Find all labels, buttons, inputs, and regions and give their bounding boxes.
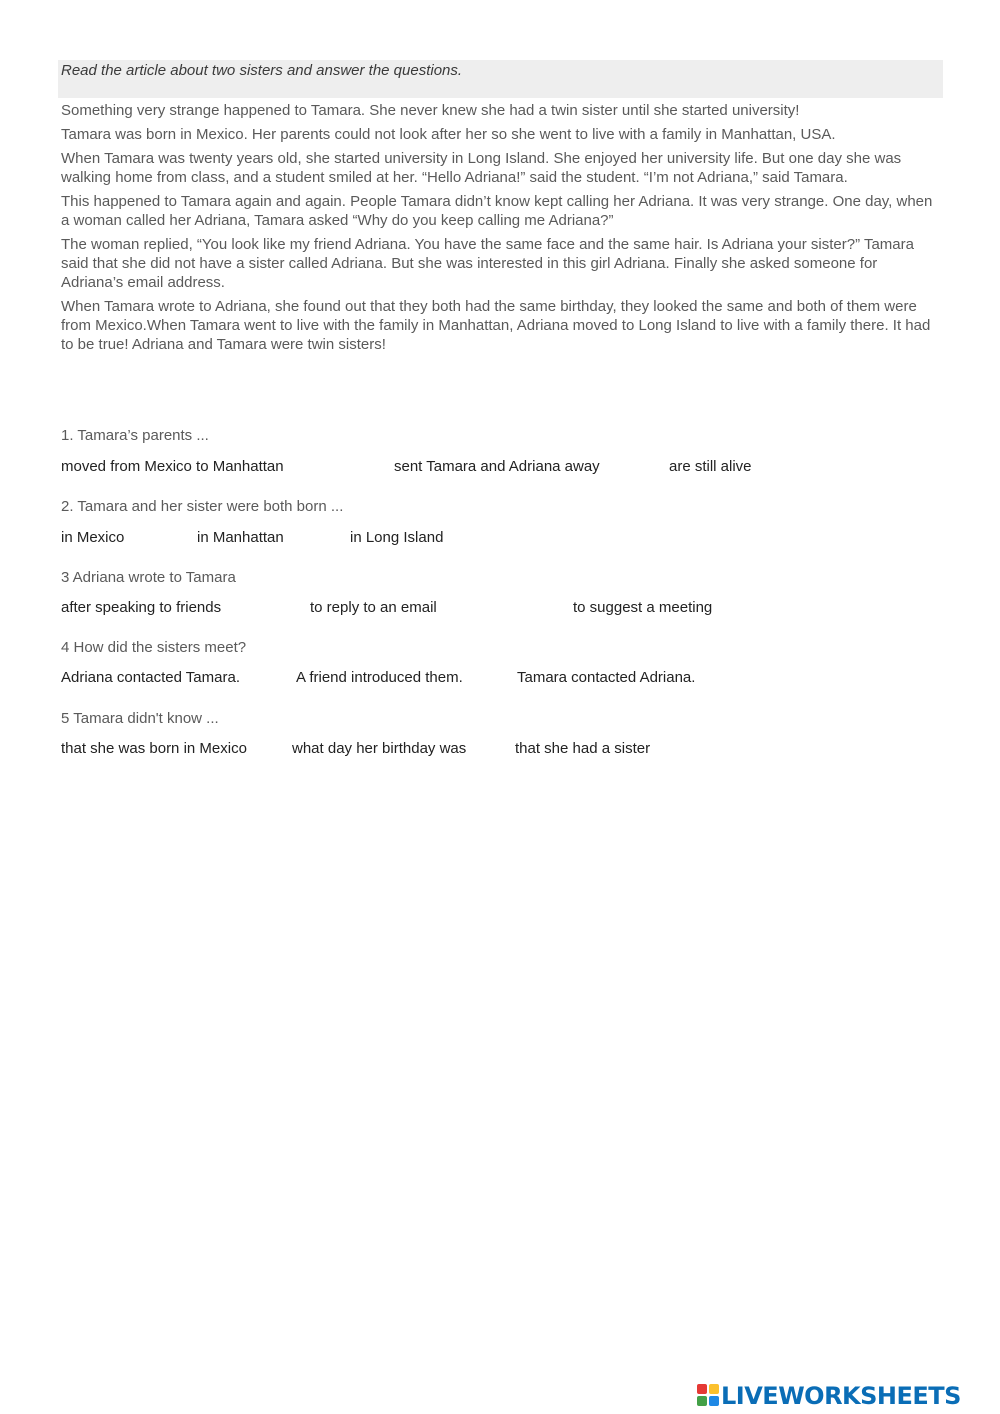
question-1-prompt: 1. Tamara’s parents ... [61,427,209,444]
question-4-option-1[interactable]: Adriana contacted Tamara. [61,669,240,686]
question-5-option-2[interactable]: what day her birthday was [292,740,467,757]
article-paragraph: When Tamara was twenty years old, she started university in Long Island. She enjoyed her university life. But one day she was walking home from class, and a student smiled at her. “Hello Adriana!” said the student. “I’m not Adriana,” said Tamara. [61,150,902,186]
question-3-prompt: 3 Adriana wrote to Tamara [61,569,236,586]
article-paragraph: The woman replied, “You look like my friend Adriana. You have the same face and the same hair. Is Adriana your sister?” Tamara said that she did not have a sister called Adriana. But she was interested in this girl Adriana. Finally she asked someone for Adriana’s email address. [61,236,914,291]
liveworksheets-logo-icon [697,1384,719,1408]
liveworksheets-logo[interactable] [697,1381,961,1411]
question-3-option-3[interactable]: to suggest a meeting [573,599,713,616]
logo-text: LIVEWORKSHEETS [721,1382,961,1410]
article-paragraph: When Tamara wrote to Adriana, she found out that they both had the same birthday, they looked the same and both of them were from Mexico.When Tamara went to live with the family in Manhattan, Adriana moved to Long Island to live with a family there. It had to be true! Adriana and Tamara were twin sisters! [61,298,931,353]
article-paragraph: Tamara was born in Mexico. Her parents could not look after her so she went to live with a family in Manhattan, USA. [61,126,836,143]
question-2-option-3[interactable]: in Long Island [350,529,444,546]
question-3-option-2[interactable]: to reply to an email [310,599,437,616]
question-1-option-1[interactable]: moved from Mexico to Manhattan [61,458,284,475]
instruction-text: Read the article about two sisters and answer the questions. [61,62,463,79]
question-2-option-1[interactable]: in Mexico [61,529,125,546]
question-3-option-1[interactable]: after speaking to friends [61,599,222,616]
instruction-bar [58,60,943,98]
question-4-option-2[interactable]: A friend introduced them. [296,669,463,686]
article [61,101,941,359]
question-4-prompt: 4 How did the sisters meet? [61,639,247,656]
question-1-option-2[interactable]: sent Tamara and Adriana away [394,458,600,475]
question-5-option-1[interactable]: that she was born in Mexico [61,740,247,757]
question-1-option-3[interactable]: are still alive [669,458,752,475]
question-2-option-2[interactable]: in Manhattan [197,529,284,546]
question-5-prompt: 5 Tamara didn't know ... [61,710,219,727]
article-paragraph: Something very strange happened to Tamara. She never knew she had a twin sister until she started university! [61,102,800,119]
question-2-prompt: 2. Tamara and her sister were both born ... [61,498,344,515]
question-5-option-3[interactable]: that she had a sister [515,740,651,757]
article-paragraph: This happened to Tamara again and again. People Tamara didn’t know kept calling her Adriana. It was very strange. One day, when a woman called her Adriana, Tamara asked “Why do you keep calling me Adriana?” [61,193,933,229]
question-4-option-3[interactable]: Tamara contacted Adriana. [517,669,696,686]
